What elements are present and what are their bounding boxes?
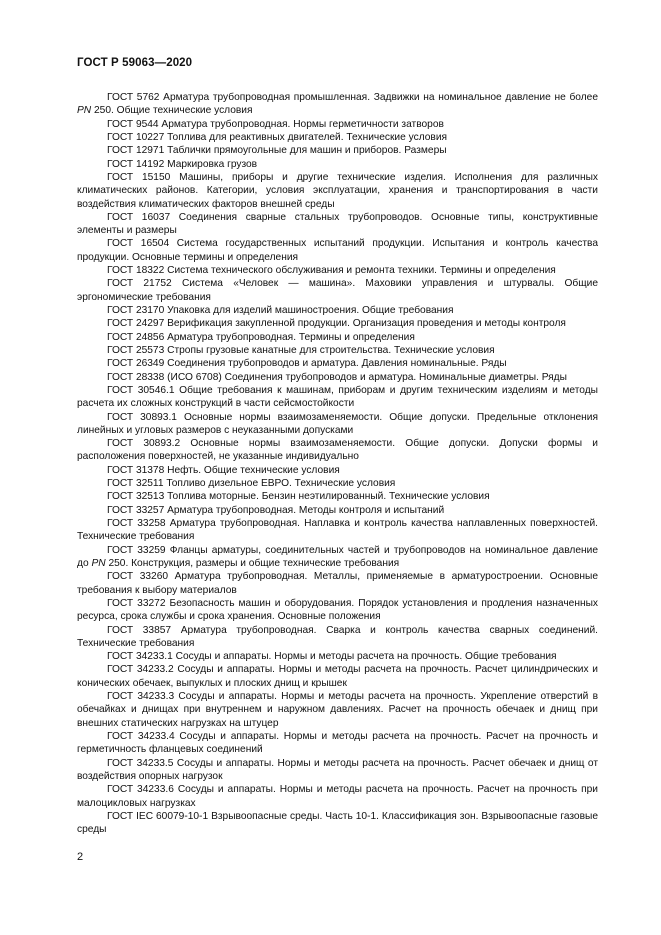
pn-designation: PN [77, 105, 92, 117]
reference-item: ГОСТ 34233.4 Сосуды и аппараты. Нормы и методы расчета на прочность. Расчет на прочность и герметичность фланцевых соединений [77, 731, 598, 756]
reference-item: ГОСТ 30893.2 Основные нормы взаимозаменяемости. Общие допуски. Допуски формы и расположения поверхностей, не указанные индивидуально [77, 438, 598, 463]
reference-item: ГОСТ 21752 Система «Человек — машина». Маховики управления и штурвалы. Общие эргономические требования [77, 278, 598, 303]
reference-item: ГОСТ 23170 Упаковка для изделий машиностроения. Общие требования [107, 305, 454, 316]
reference-item: ГОСТ 31378 Нефть. Общие технические условия [107, 464, 340, 476]
reference-item: ГОСТ 32511 Топливо дизельное ЕВРО. Технические условия [107, 478, 396, 490]
reference-item: ГОСТ 33259 Фланцы арматуры, соединительных частей и трубопроводов на номинальное давление до PN 250. Конструкция, размеры и общие технические требования [77, 544, 598, 569]
reference-item: ГОСТ 14192 Маркировка грузов [107, 158, 258, 170]
reference-item: ГОСТ 10227 Топлива для реактивных двигателей. Технические условия [107, 131, 448, 143]
reference-item: ГОСТ 25573 Стропы грузовые канатные для строительства. Технические условия [107, 344, 495, 356]
reference-item: ГОСТ 33258 Арматура трубопроводная. Наплавка и контроль качества наплавленных поверхностей. Технические требования [77, 518, 598, 543]
pn-designation: PN [91, 557, 106, 569]
reference-item: ГОСТ 33857 Арматура трубопроводная. Сварка и контроль качества сварных соединений. Технические требования [77, 624, 598, 649]
reference-item: ГОСТ 5762 Арматура трубопроводная промышленная. Задвижки на номинальное давление не более PN 250. Общие технические условия [77, 92, 598, 117]
reference-item: ГОСТ 34233.6 Сосуды и аппараты. Нормы и методы расчета на прочность. Расчет на прочность при малоцикловых нагрузках [77, 784, 598, 809]
reference-item: ГОСТ 26349 Соединения трубопроводов и арматура. Давления номинальные. Ряды [107, 358, 507, 370]
reference-item: ГОСТ 33272 Безопасность машин и оборудования. Порядок установления и продления назначенных ресурса, срока службы и срока хранения. Основные положения [77, 597, 598, 623]
reference-item: ГОСТ 30546.1 Общие требования к машинам, приборам и другим техническим изделиям и методы расчета их сложных конструкций в части сейсмостойкости [77, 384, 598, 410]
document-header: ГОСТ Р 59063—2020 [77, 57, 193, 69]
reference-item: ГОСТ 24856 Арматура трубопроводная. Термины и определения [107, 331, 415, 343]
reference-item: ГОСТ IEC 60079-10-1 Взрывоопасные среды. Часть 10-1. Классификация зон. Взрывоопасные газовые среды [77, 810, 598, 836]
reference-item: ГОСТ 33257 Арматура трубопроводная. Методы контроля и испытаний [107, 504, 445, 516]
reference-item: ГОСТ 12971 Таблички прямоугольные для машин и приборов. Размеры [107, 145, 447, 157]
reference-item: ГОСТ 9544 Арматура трубопроводная. Нормы герметичности затворов [107, 118, 444, 130]
reference-item: ГОСТ 24297 Верификация закупленной продукции. Организация проведения и методы контроля [107, 318, 566, 330]
reference-item: ГОСТ 34233.1 Сосуды и аппараты. Нормы и методы расчета на прочность. Общие требования [107, 651, 557, 663]
reference-item: ГОСТ 15150 Машины, приборы и другие технические изделия. Исполнения для различных климатических районов. Категории, условия эксплуатации, хранения и транспортирования в части воздействия климатических факторов внешней среды [77, 171, 598, 210]
reference-item: ГОСТ 32513 Топлива моторные. Бензин неэтилированный. Технические условия [107, 491, 490, 503]
reference-item: ГОСТ 34233.3 Сосуды и аппараты. Нормы и методы расчета на прочность. Укрепление отверстий в обечайках и днищах при внутреннем и наружном давлениях. Расчет на прочность обечаек и днищ при внешних статических нагрузках на штуцер [77, 691, 598, 729]
normative-references-list [77, 91, 598, 837]
reference-item: ГОСТ 34233.2 Сосуды и аппараты. Нормы и методы расчета на прочность. Расчет цилиндрических и конических обечаек, выпуклых и плоских днищ и крышек [77, 664, 598, 689]
reference-item: ГОСТ 16037 Соединения сварные стальных трубопроводов. Основные типы, конструктивные элементы и размеры [77, 211, 598, 237]
reference-item: ГОСТ 28338 (ИСО 6708) Соединения трубопроводов и арматура. Номинальные диаметры. Ряды [107, 371, 567, 383]
reference-item: ГОСТ 34233.5 Сосуды и аппараты. Нормы и методы расчета на прочность. Расчет обечаек и днищ от воздействия опорных нагрузок [77, 757, 598, 782]
reference-item: ГОСТ 33260 Арматура трубопроводная. Металлы, применяемые в арматуростроении. Основные требования к выбору материалов [77, 571, 598, 596]
reference-item: ГОСТ 16504 Система государственных испытаний продукции. Испытания и контроль качества продукции. Основные термины и определения [77, 238, 598, 263]
page-number: 2 [77, 851, 84, 863]
reference-item: ГОСТ 18322 Система технического обслуживания и ремонта техники. Термины и определения [107, 265, 556, 277]
reference-item: ГОСТ 30893.1 Основные нормы взаимозаменяемости. Общие допуски. Предельные отклонения линейных и угловых размеров с неуказанными допусками [77, 411, 598, 436]
